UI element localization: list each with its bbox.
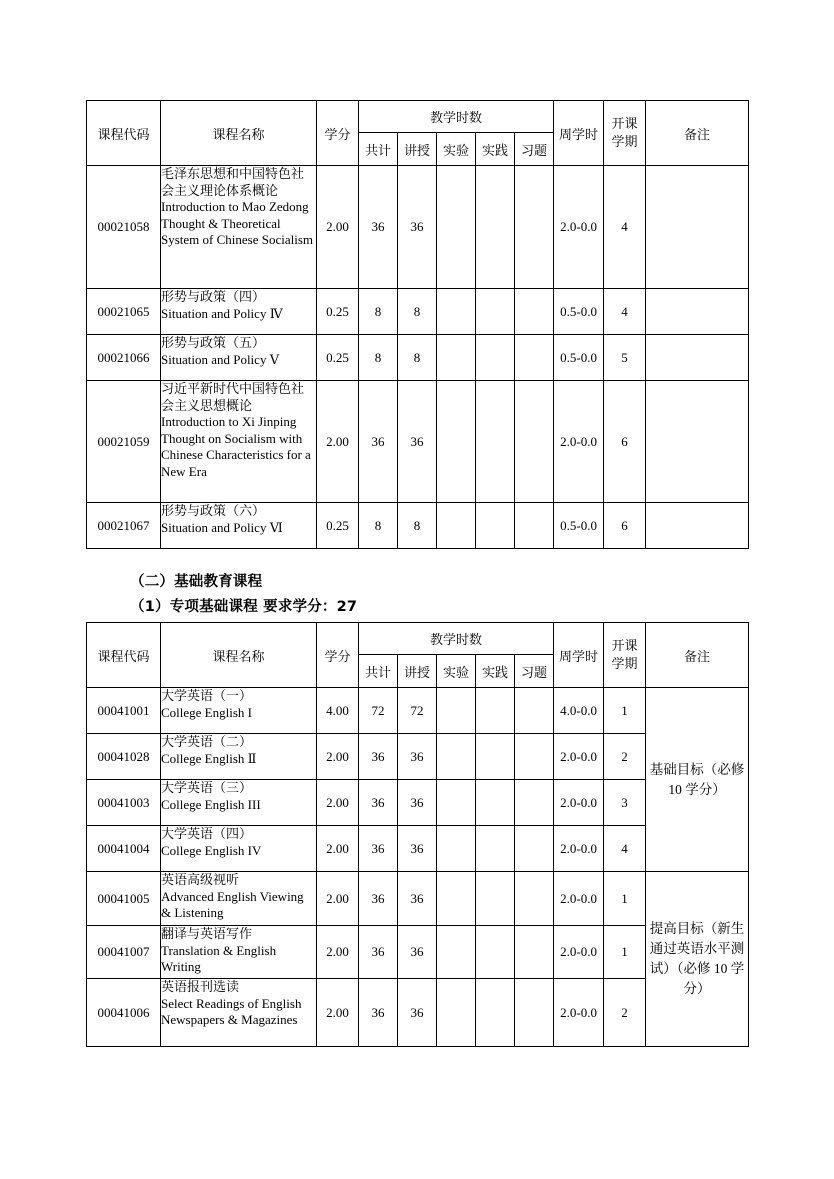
note-basic-target: 基础目标（必修 10 学分） (646, 688, 749, 872)
table-row (87, 872, 749, 926)
header-weekly: 周学时 (554, 623, 604, 688)
cell-total: 36 (359, 826, 398, 872)
cell-exercise (515, 926, 554, 979)
name-en: Translation & English Writing (161, 942, 277, 974)
header-notes: 备注 (646, 623, 749, 688)
header-name: 课程名称 (161, 101, 317, 166)
cell-practice (476, 780, 515, 826)
cell-semester: 2 (604, 734, 646, 780)
name-en: College English Ⅱ (161, 750, 257, 766)
cell-experiment (437, 166, 476, 289)
cell-notes (646, 335, 749, 381)
cell-weekly: 2.0-0.0 (554, 926, 604, 979)
cell-weekly: 2.0-0.0 (554, 381, 604, 503)
cell-weekly: 0.5-0.0 (554, 289, 604, 335)
header-experiment: 实验 (437, 655, 476, 688)
header-code: 课程代码 (87, 623, 161, 688)
name-cn: 形势与政策（五） (161, 335, 266, 350)
cell-total: 36 (359, 381, 398, 503)
cell-experiment (437, 335, 476, 381)
cell-credits: 4.00 (317, 688, 359, 734)
cell-total: 36 (359, 979, 398, 1047)
subsection-heading: （1）专项基础课程 要求学分：27 (130, 599, 358, 615)
cell-credits: 2.00 (317, 166, 359, 289)
table-row (87, 166, 749, 289)
cell-semester: 2 (604, 979, 646, 1047)
cell-code: 00041028 (87, 734, 161, 780)
cell-name (161, 734, 317, 780)
cell-exercise (515, 503, 554, 549)
cell-semester: 1 (604, 926, 646, 979)
cell-lecture: 36 (398, 381, 437, 503)
name-en: Situation and Policy Ⅳ (161, 305, 283, 321)
cell-weekly: 2.0-0.0 (554, 826, 604, 872)
cell-credits: 2.00 (317, 872, 359, 926)
cell-weekly: 0.5-0.0 (554, 335, 604, 381)
cell-credits: 2.00 (317, 826, 359, 872)
cell-semester: 6 (604, 503, 646, 549)
header-weekly: 周学时 (554, 101, 604, 166)
header-practice: 实践 (476, 133, 515, 166)
cell-lecture: 36 (398, 926, 437, 979)
cell-lecture: 36 (398, 979, 437, 1047)
cell-name (161, 979, 317, 1047)
cell-experiment (437, 979, 476, 1047)
cell-name (161, 381, 317, 503)
cell-code: 00021066 (87, 335, 161, 381)
header-semester: 开课 学期 (604, 101, 646, 166)
cell-total: 36 (359, 166, 398, 289)
cell-total: 8 (359, 335, 398, 381)
cell-code: 00041007 (87, 926, 161, 979)
header-semester: 开课 学期 (604, 623, 646, 688)
cell-credits: 0.25 (317, 335, 359, 381)
cell-experiment (437, 734, 476, 780)
name-cn: 大学英语（一） (161, 688, 253, 703)
cell-practice (476, 872, 515, 926)
cell-notes (646, 503, 749, 549)
cell-exercise (515, 289, 554, 335)
name-cn: 大学英语（三） (161, 780, 253, 795)
cell-practice (476, 979, 515, 1047)
table-row (87, 381, 749, 503)
cell-practice (476, 826, 515, 872)
cell-credits: 2.00 (317, 734, 359, 780)
name-cn: 英语报刊选读 (161, 979, 240, 994)
cell-code: 00021059 (87, 381, 161, 503)
header-credits: 学分 (317, 101, 359, 166)
cell-total: 36 (359, 926, 398, 979)
cell-exercise (515, 872, 554, 926)
cell-code: 00041004 (87, 826, 161, 872)
cell-experiment (437, 688, 476, 734)
name-cn: 大学英语（二） (161, 734, 253, 749)
cell-semester: 4 (604, 289, 646, 335)
course-table-english (86, 622, 749, 1047)
cell-experiment (437, 780, 476, 826)
table-row (87, 503, 749, 549)
cell-experiment (437, 926, 476, 979)
cell-credits: 2.00 (317, 926, 359, 979)
cell-notes (646, 381, 749, 503)
cell-weekly: 2.0-0.0 (554, 734, 604, 780)
cell-lecture: 8 (398, 503, 437, 549)
header-name: 课程名称 (161, 623, 317, 688)
cell-name (161, 826, 317, 872)
cell-total: 36 (359, 780, 398, 826)
name-cn: 翻译与英语写作 (161, 926, 253, 941)
cell-code: 00021065 (87, 289, 161, 335)
cell-code: 00041003 (87, 780, 161, 826)
name-en: Introduction to Xi Jinping Thought on Socialism with Chinese Characteristics for a New Era (161, 414, 311, 479)
cell-semester: 3 (604, 780, 646, 826)
cell-weekly: 2.0-0.0 (554, 780, 604, 826)
cell-semester: 4 (604, 826, 646, 872)
cell-exercise (515, 979, 554, 1047)
header-exercise: 习题 (515, 133, 554, 166)
table-row (87, 335, 749, 381)
cell-practice (476, 289, 515, 335)
cell-semester: 4 (604, 166, 646, 289)
cell-weekly: 2.0-0.0 (554, 979, 604, 1047)
cell-exercise (515, 688, 554, 734)
cell-name (161, 780, 317, 826)
name-en: College English IV (161, 842, 262, 858)
section-heading: （二）基础教育课程 (130, 574, 263, 590)
cell-lecture: 8 (398, 335, 437, 381)
cell-exercise (515, 166, 554, 289)
header-total: 共计 (359, 655, 398, 688)
table-row (87, 289, 749, 335)
cell-semester: 5 (604, 335, 646, 381)
cell-code: 00021058 (87, 166, 161, 289)
header-code: 课程代码 (87, 101, 161, 166)
cell-name (161, 289, 317, 335)
header-notes: 备注 (646, 101, 749, 166)
header-exercise: 习题 (515, 655, 554, 688)
cell-semester: 1 (604, 688, 646, 734)
cell-total: 72 (359, 688, 398, 734)
cell-exercise (515, 734, 554, 780)
cell-weekly: 2.0-0.0 (554, 166, 604, 289)
course-table-politics (86, 100, 749, 549)
note-advanced-target: 提高目标（新生通过英语水平测试）（必修 10 学分） (646, 872, 749, 1047)
cell-weekly: 4.0-0.0 (554, 688, 604, 734)
name-en: College English I (161, 704, 252, 720)
name-cn: 大学英语（四） (161, 826, 253, 841)
cell-notes (646, 289, 749, 335)
cell-practice (476, 734, 515, 780)
cell-experiment (437, 826, 476, 872)
header-lecture: 讲授 (398, 133, 437, 166)
cell-lecture: 8 (398, 289, 437, 335)
name-en: Introduction to Mao Zedong Thought & Theoretical System of Chinese Socialism (161, 199, 314, 247)
cell-code: 00041006 (87, 979, 161, 1047)
cell-notes (646, 166, 749, 289)
cell-credits: 0.25 (317, 289, 359, 335)
cell-name (161, 166, 317, 289)
header-hours-group: 教学时数 (359, 101, 554, 133)
cell-experiment (437, 289, 476, 335)
cell-weekly: 2.0-0.0 (554, 872, 604, 926)
name-en: Situation and Policy Ⅵ (161, 519, 283, 535)
name-en: Situation and Policy Ⅴ (161, 351, 280, 367)
cell-exercise (515, 780, 554, 826)
cell-practice (476, 926, 515, 979)
cell-code: 00041005 (87, 872, 161, 926)
cell-lecture: 36 (398, 780, 437, 826)
name-en: Select Readings of English Newspapers & Magazines (161, 995, 302, 1027)
cell-code: 00021067 (87, 503, 161, 549)
cell-practice (476, 381, 515, 503)
header-practice: 实践 (476, 655, 515, 688)
cell-experiment (437, 381, 476, 503)
header-total: 共计 (359, 133, 398, 166)
cell-credits: 2.00 (317, 381, 359, 503)
name-cn: 形势与政策（四） (161, 289, 266, 304)
cell-credits: 2.00 (317, 780, 359, 826)
cell-lecture: 36 (398, 166, 437, 289)
cell-experiment (437, 503, 476, 549)
cell-practice (476, 688, 515, 734)
name-cn: 形势与政策（六） (161, 503, 266, 518)
cell-name (161, 335, 317, 381)
cell-experiment (437, 872, 476, 926)
cell-total: 8 (359, 503, 398, 549)
cell-practice (476, 335, 515, 381)
header-experiment: 实验 (437, 133, 476, 166)
cell-code: 00041001 (87, 688, 161, 734)
cell-semester: 6 (604, 381, 646, 503)
cell-lecture: 36 (398, 826, 437, 872)
cell-name (161, 872, 317, 926)
name-en: College English III (161, 796, 261, 812)
header-credits: 学分 (317, 623, 359, 688)
name-en: Advanced English Viewing & Listening (161, 888, 304, 920)
cell-exercise (515, 335, 554, 381)
cell-credits: 2.00 (317, 979, 359, 1047)
cell-total: 36 (359, 872, 398, 926)
cell-exercise (515, 826, 554, 872)
name-cn: 毛泽东思想和中国特色社会主义理论体系概论 (161, 166, 305, 198)
cell-name (161, 503, 317, 549)
cell-name (161, 688, 317, 734)
cell-lecture: 72 (398, 688, 437, 734)
cell-practice (476, 503, 515, 549)
header-hours-group: 教学时数 (359, 623, 554, 655)
cell-weekly: 0.5-0.0 (554, 503, 604, 549)
cell-name (161, 926, 317, 979)
cell-lecture: 36 (398, 872, 437, 926)
table-row (87, 688, 749, 734)
cell-semester: 1 (604, 872, 646, 926)
cell-practice (476, 166, 515, 289)
cell-exercise (515, 381, 554, 503)
name-cn: 英语高级视听 (161, 872, 240, 887)
cell-lecture: 36 (398, 734, 437, 780)
name-cn: 习近平新时代中国特色社会主义思想概论 (161, 381, 305, 413)
cell-total: 36 (359, 734, 398, 780)
cell-total: 8 (359, 289, 398, 335)
cell-credits: 0.25 (317, 503, 359, 549)
header-lecture: 讲授 (398, 655, 437, 688)
